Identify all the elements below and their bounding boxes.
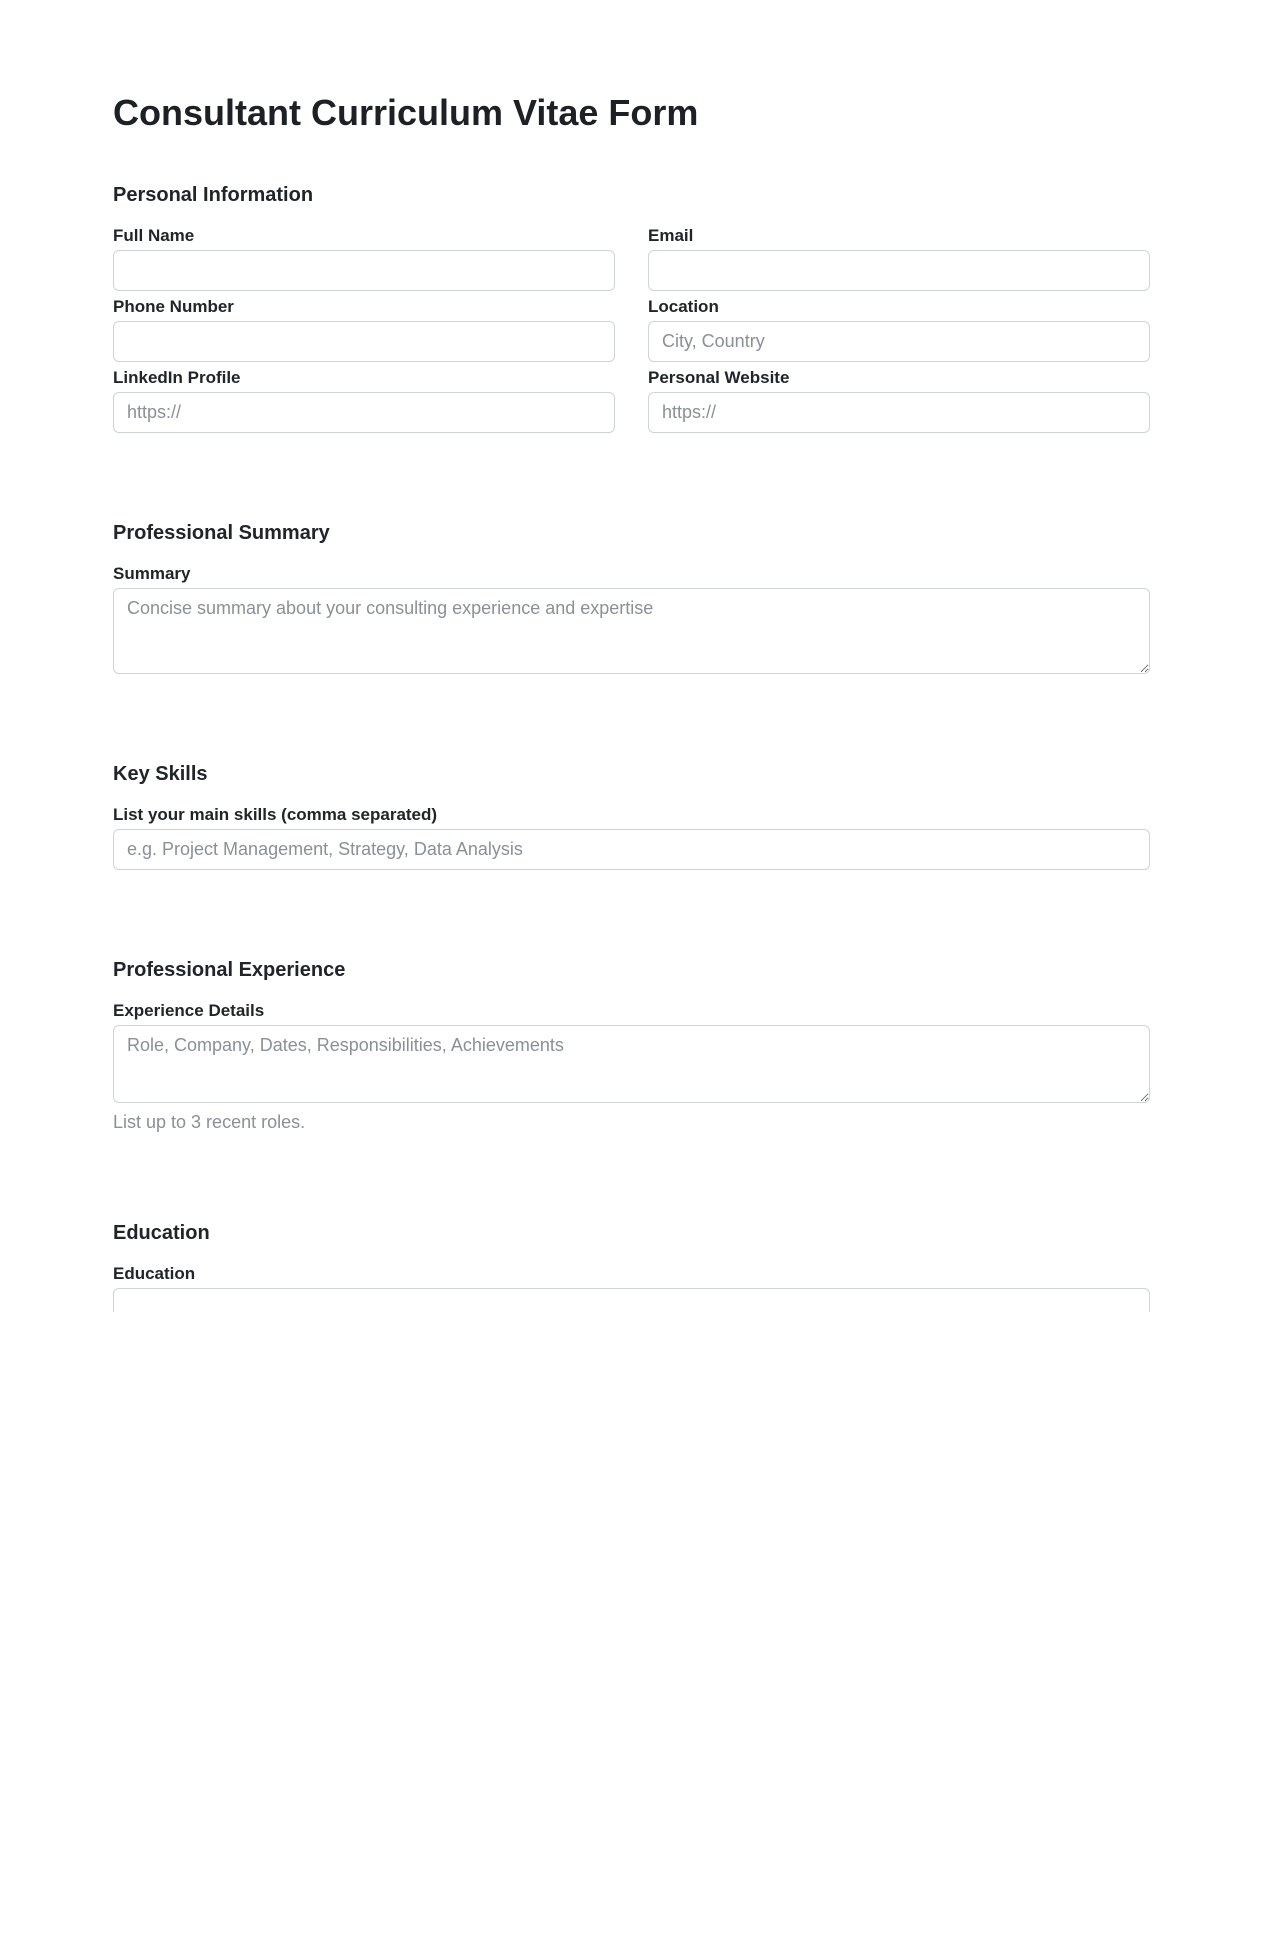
key-skills-heading: Key Skills xyxy=(113,763,208,786)
education-label: Education xyxy=(113,1264,196,1284)
field-summary xyxy=(113,564,1150,674)
field-location xyxy=(648,297,1150,362)
summary-textarea[interactable] xyxy=(113,588,1150,674)
personal-website-input[interactable] xyxy=(648,392,1150,433)
field-full-name xyxy=(113,226,615,291)
education-input[interactable] xyxy=(113,1288,1150,1312)
section-professional-summary xyxy=(113,521,1150,674)
page-title: Consultant Curriculum Vitae Form xyxy=(113,92,699,133)
experience-hint: List up to 3 recent roles. xyxy=(113,1112,306,1133)
experience-details-label: Experience Details xyxy=(113,1001,265,1021)
field-phone-number xyxy=(113,297,615,362)
education-heading: Education xyxy=(113,1222,210,1245)
location-input[interactable] xyxy=(648,321,1150,362)
phone-number-label: Phone Number xyxy=(113,297,234,317)
skills-label: List your main skills (comma separated) xyxy=(113,805,438,825)
field-skills xyxy=(113,805,1150,870)
full-name-input[interactable] xyxy=(113,250,615,291)
education-input-clipped-wrapper xyxy=(113,1288,1150,1312)
experience-details-textarea[interactable] xyxy=(113,1025,1150,1103)
field-linkedin-profile xyxy=(113,368,615,433)
section-key-skills xyxy=(113,762,1150,870)
email-label: Email xyxy=(648,226,694,246)
professional-summary-heading: Professional Summary xyxy=(113,522,330,545)
location-label: Location xyxy=(648,297,719,317)
field-education xyxy=(113,1264,1150,1312)
field-email xyxy=(648,226,1150,291)
phone-number-input[interactable] xyxy=(113,321,615,362)
section-education xyxy=(113,1221,1150,1312)
linkedin-profile-input[interactable] xyxy=(113,392,615,433)
personal-website-label: Personal Website xyxy=(648,368,790,388)
form-content xyxy=(113,91,1150,1312)
full-name-label: Full Name xyxy=(113,226,195,246)
personal-information-grid xyxy=(113,226,1150,433)
section-professional-experience xyxy=(113,958,1150,1133)
personal-information-heading: Personal Information xyxy=(113,184,314,207)
skills-input[interactable] xyxy=(113,829,1150,870)
professional-experience-heading: Professional Experience xyxy=(113,959,346,982)
field-experience-details xyxy=(113,1001,1150,1133)
field-personal-website xyxy=(648,368,1150,433)
summary-label: Summary xyxy=(113,564,191,584)
linkedin-profile-label: LinkedIn Profile xyxy=(113,368,241,388)
section-personal-information xyxy=(113,183,1150,433)
email-input[interactable] xyxy=(648,250,1150,291)
